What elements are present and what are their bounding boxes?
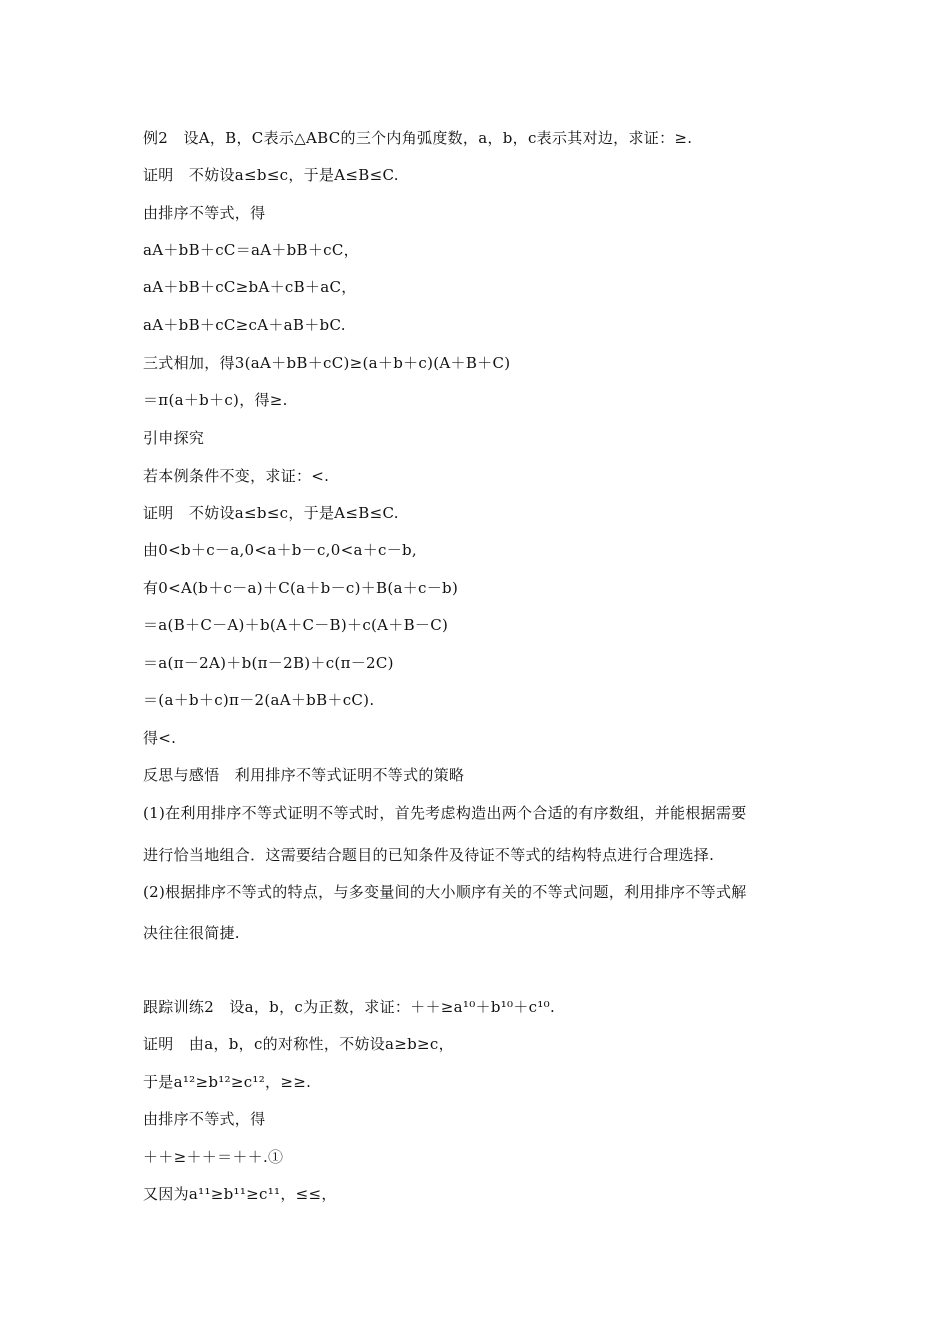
proof-line: ＝a(π－2A)＋b(π－2B)＋c(π－2C) [143,654,394,672]
proof-line: 得<. [143,729,177,747]
proof-line: ＝(a＋b＋c)π－2(aA＋bB＋cC). [143,691,375,709]
paragraph-line: 决往往很简捷. [143,924,240,942]
proof-line: 有0<A(b＋c－a)＋C(a＋b－c)＋B(a＋c－b) [143,579,459,597]
proof-line: ＋＋≥＋＋＝＋＋.① [143,1148,284,1166]
section-heading: 引申探究 [143,429,205,447]
paragraph-line: (2)根据排序不等式的特点，与多变量间的大小顺序有关的不等式问题，利用排序不等式解 [143,883,747,901]
paragraph-line: (1)在利用排序不等式证明不等式时，首先考虑构造出两个合适的有序数组，并能根据需要 [143,804,747,822]
equation-line: aA＋bB＋cC≥cA＋aB＋bC. [143,316,346,334]
proof-line: 又因为a¹¹≥b¹¹≥c¹¹，≤≤， [143,1185,337,1203]
proof-line: 由0<b＋c－a,0<a＋b－c,0<a＋c－b, [143,541,417,559]
proof-line: 于是a¹²≥b¹²≥c¹²，≥≥. [143,1073,312,1091]
proof-line: 由排序不等式，得 [143,1110,266,1128]
proof-line: 证明 不妨设a≤b≤c，于是A≤B≤C. [143,166,399,184]
exercise-statement: 跟踪训练2 设a，b，c为正数，求证：＋＋≥a¹⁰＋b¹⁰＋c¹⁰. [143,998,556,1016]
proof-line: ＝π(a＋b＋c)，得≥. [143,391,288,409]
proof-line: 证明 由a，b，c的对称性，不妨设a≥b≥c， [143,1035,454,1053]
section-heading: 反思与感悟 利用排序不等式证明不等式的策略 [143,766,465,784]
equation-line: aA＋bB＋cC＝aA＋bB＋cC， [143,241,359,259]
problem-statement: 若本例条件不变，求证：<. [143,467,330,485]
proof-line: 三式相加，得3(aA＋bB＋cC)≥(a＋b＋c)(A＋B＋C) [143,354,511,372]
proof-line: 由排序不等式，得 [143,204,266,222]
paragraph-line: 进行恰当地组合．这需要结合题目的已知条件及待证不等式的结构特点进行合理选择. [143,846,715,864]
equation-line: aA＋bB＋cC≥bA＋cB＋aC， [143,278,357,296]
proof-line: ＝a(B＋C－A)＋b(A＋C－B)＋c(A＋B－C) [143,616,449,634]
proof-line: 证明 不妨设a≤b≤c，于是A≤B≤C. [143,504,399,522]
example-2-statement: 例2 设A，B，C表示△ABC的三个内角弧度数，a，b，c表示其对边，求证：≥. [143,129,693,147]
